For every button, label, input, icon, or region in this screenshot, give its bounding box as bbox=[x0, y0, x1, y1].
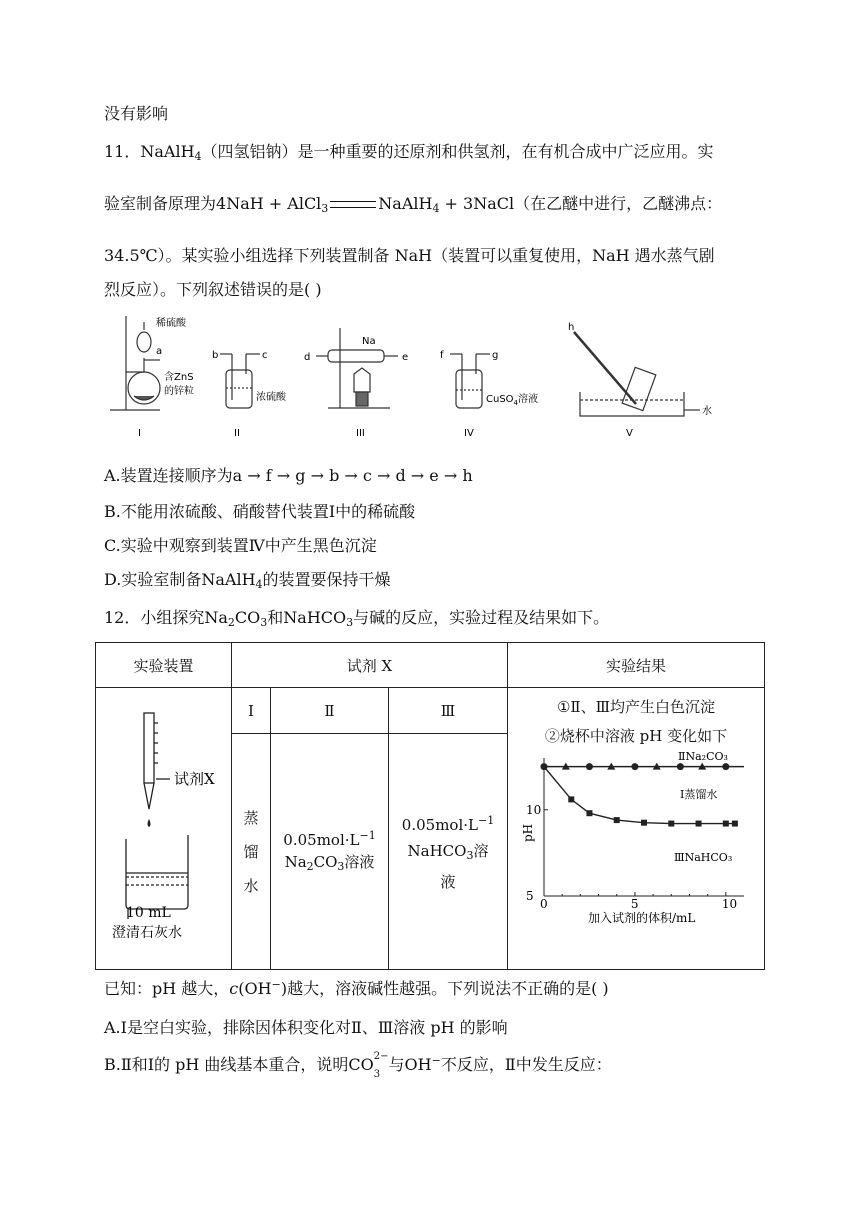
point-nahco3 bbox=[723, 821, 729, 827]
text: 液 bbox=[440, 873, 456, 891]
label-V: V bbox=[626, 428, 633, 439]
q11-number: 11． bbox=[104, 142, 141, 161]
apparatus-III bbox=[316, 328, 398, 408]
subscript: 3 bbox=[346, 616, 354, 629]
q12-known: 已知：pH 越大，c(OH−)越大，溶液碱性越强。下列说法不正确的是( ) bbox=[104, 978, 609, 998]
label-limewater: 澄清石灰水 bbox=[112, 924, 182, 941]
label-dilute-acid: 稀硫酸 bbox=[156, 318, 186, 329]
text: 0.05mol·L bbox=[283, 831, 360, 849]
point-nahco3 bbox=[586, 810, 592, 816]
text: D.实验室制备 bbox=[104, 570, 202, 589]
text: 与 bbox=[388, 1055, 405, 1074]
y-axis-label: pH bbox=[521, 823, 535, 842]
q11-line1 bbox=[104, 142, 714, 163]
port-a: a bbox=[156, 346, 163, 357]
subscript: 4 bbox=[194, 150, 202, 163]
point-nahco3 bbox=[696, 821, 702, 827]
x-tick-label: 0 bbox=[540, 897, 548, 911]
label-na: Na bbox=[362, 336, 376, 347]
formula: NaHCO bbox=[283, 608, 347, 627]
point-na2co3 bbox=[541, 763, 548, 770]
point-na2co3 bbox=[677, 763, 684, 770]
y-tick-label: 5 bbox=[526, 889, 534, 903]
formula: CO bbox=[348, 1055, 374, 1074]
apparatus-I bbox=[110, 316, 163, 410]
superscript: − bbox=[271, 978, 281, 991]
q11-line3: 34.5℃）。某实验小组选择下列装置制备 NaH（装置可以重复使用，NaH 遇水蒸气剧 bbox=[104, 246, 715, 265]
text: 溶液 bbox=[344, 853, 375, 871]
formula: NaHCO bbox=[407, 842, 467, 860]
port-c: c bbox=[262, 350, 268, 361]
label-conc-acid: 浓硫酸 bbox=[256, 392, 286, 403]
point-nahco3 bbox=[568, 796, 574, 802]
point-na2co3 bbox=[631, 763, 638, 770]
q11-option-c: C.实验中观察到装置Ⅳ中产生黑色沉淀 bbox=[104, 536, 377, 555]
char: 水 bbox=[243, 876, 259, 895]
apparatus-II bbox=[220, 354, 260, 408]
q11-option-d bbox=[104, 570, 391, 591]
label-volume: 10 mL bbox=[126, 904, 171, 921]
text: 验室制备原理为 bbox=[104, 194, 217, 213]
text: 溶 bbox=[473, 842, 489, 860]
point-nahco3 bbox=[641, 820, 647, 826]
superscript: −1 bbox=[359, 829, 376, 842]
port-d: d bbox=[304, 352, 311, 363]
point-nahco3 bbox=[668, 821, 674, 827]
experiment-table bbox=[95, 642, 765, 970]
subscript: 3 bbox=[373, 1068, 381, 1080]
apparatus-cell bbox=[96, 688, 232, 970]
subscript: 2 bbox=[306, 860, 314, 873]
cell-II bbox=[271, 734, 389, 970]
formula: NaAlH bbox=[201, 570, 256, 589]
formula: 4NaH + AlCl bbox=[216, 194, 322, 213]
header-result: 实验结果 bbox=[508, 643, 765, 688]
label-III: III bbox=[356, 428, 365, 439]
q11-line4: 烈反应）。下列叙述错误的是( ) bbox=[104, 280, 322, 299]
subscript: 3 bbox=[337, 860, 345, 873]
apparatus-IV bbox=[450, 354, 490, 408]
q11-option-a bbox=[104, 466, 473, 485]
result-1: ①Ⅱ、Ⅲ均产生白色沉淀 bbox=[556, 698, 716, 716]
cell-III bbox=[389, 734, 508, 970]
point-na2co3 bbox=[722, 763, 729, 770]
label-zns: 含ZnS bbox=[164, 372, 194, 383]
formula: CO bbox=[234, 608, 261, 627]
subscript: 3 bbox=[260, 616, 268, 629]
text: 越大，溶液碱性越强。下列说法不正确的是( ) bbox=[287, 979, 609, 998]
text: 0.05mol·L bbox=[401, 816, 478, 834]
label-IV: IV bbox=[464, 428, 474, 439]
formula: + 3NaCl bbox=[439, 194, 515, 213]
result-2: ②烧杯中溶液 pH 变化如下 bbox=[544, 727, 728, 745]
series-label-water: Ⅰ蒸馏水 bbox=[680, 788, 718, 801]
result-cell bbox=[508, 688, 765, 970]
header-reagent: 试剂 X bbox=[232, 643, 508, 688]
text: 和 bbox=[267, 608, 284, 627]
text: （四氢铝钠）是一种重要的还原剂和供氢剂，在有机合成中广泛应用。实 bbox=[201, 142, 714, 161]
char: 蒸 bbox=[243, 808, 259, 827]
subscript: 3 bbox=[466, 849, 474, 862]
series-label-na2co3: ⅡNa₂CO₃ bbox=[678, 750, 728, 763]
cell-I bbox=[232, 734, 271, 970]
q12-stem bbox=[104, 608, 609, 629]
label-II: II bbox=[234, 428, 240, 439]
text: 12．小组探究 bbox=[104, 608, 205, 627]
subscript: 2 bbox=[227, 616, 235, 629]
label-zinc: 的锌粒 bbox=[164, 386, 194, 397]
dropper-beaker-figure bbox=[96, 709, 231, 945]
formula: Na bbox=[204, 608, 228, 627]
q11-option-b: B.不能用浓硫酸、硝酸替代装置Ⅰ中的稀硫酸 bbox=[104, 502, 416, 521]
port-h: h bbox=[568, 322, 575, 333]
label-reagent-x: 试剂X bbox=[174, 769, 215, 788]
series-label-nahco3: ⅢNaHCO₃ bbox=[674, 851, 733, 864]
subscript: 4 bbox=[255, 578, 263, 591]
formula: Na bbox=[284, 853, 307, 871]
label-water: 水 bbox=[702, 406, 712, 417]
point-na2co3 bbox=[586, 763, 593, 770]
formula: NaAlH bbox=[378, 194, 433, 213]
label-I: I bbox=[138, 428, 141, 439]
point-nahco3 bbox=[732, 821, 738, 827]
y-tick-label: 10 bbox=[526, 802, 542, 817]
equilibrium-sign bbox=[330, 201, 376, 208]
point-nahco3 bbox=[614, 817, 620, 823]
superscript: 2− bbox=[373, 1050, 389, 1062]
formula: OH bbox=[404, 1055, 432, 1074]
col-I: Ⅰ bbox=[232, 688, 271, 734]
q12-option-b bbox=[104, 1050, 612, 1080]
port-e: e bbox=[402, 352, 409, 363]
x-axis-label: 加入试剂的体积/mL bbox=[588, 911, 696, 925]
text: 的装置要保持干燥 bbox=[262, 570, 391, 589]
continued-line: 没有影响 bbox=[104, 104, 169, 123]
x-tick-label: 5 bbox=[630, 897, 639, 911]
formula: CO bbox=[313, 853, 338, 871]
sequence: a → f → g → b → c → d → e → h bbox=[232, 466, 473, 485]
col-II: Ⅱ bbox=[271, 688, 389, 734]
superscript: − bbox=[431, 1054, 441, 1067]
header-apparatus: 实验装置 bbox=[96, 643, 232, 688]
text: A.装置连接顺序为 bbox=[104, 466, 233, 485]
formula: OH bbox=[244, 979, 272, 998]
label-cuso4: CuSO$_4$溶液 bbox=[486, 394, 539, 407]
port-f: f bbox=[440, 350, 444, 361]
subscript: 3 bbox=[321, 202, 329, 215]
char: 馏 bbox=[243, 842, 259, 861]
apparatus-figure bbox=[100, 308, 720, 450]
ion-scripts bbox=[373, 1050, 389, 1080]
port-g: g bbox=[492, 350, 499, 361]
text: （在乙醚中进行，乙醚沸点： bbox=[514, 194, 723, 213]
q12-option-a: A.Ⅰ是空白实验，排除因体积变化对Ⅱ、Ⅲ溶液 pH 的影响 bbox=[104, 1018, 508, 1037]
symbol-c: c bbox=[229, 979, 239, 998]
x-tick-label: 10 bbox=[721, 897, 738, 911]
distilled-water bbox=[243, 801, 258, 903]
text: 与碱的反应，实验过程及结果如下。 bbox=[353, 608, 610, 627]
subscript: 4 bbox=[432, 202, 440, 215]
text: 不反应，Ⅱ中发生反应： bbox=[440, 1055, 612, 1074]
apparatus-V bbox=[574, 332, 700, 416]
formula: NaAlH bbox=[140, 142, 195, 161]
superscript: −1 bbox=[477, 814, 495, 827]
col-III: Ⅲ bbox=[389, 688, 508, 734]
text: 已知：pH 越大， bbox=[104, 979, 230, 998]
ph-chart bbox=[508, 746, 764, 940]
text: B.Ⅱ和Ⅰ的 pH 曲线基本重合，说明 bbox=[104, 1055, 349, 1074]
q11-line2 bbox=[104, 194, 722, 215]
port-b: b bbox=[212, 350, 219, 361]
